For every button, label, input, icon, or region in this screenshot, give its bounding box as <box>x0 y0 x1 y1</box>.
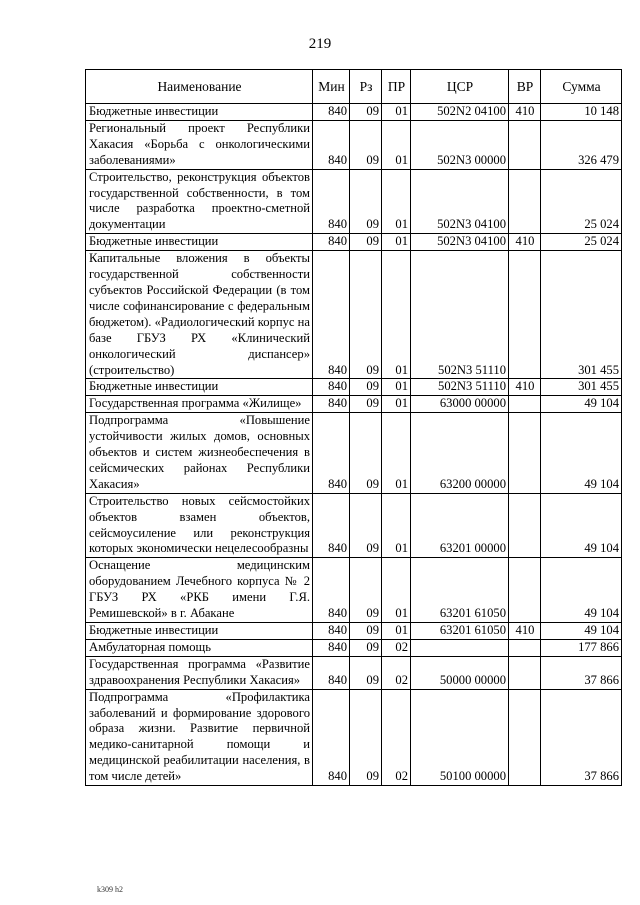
row-rz: 09 <box>350 396 382 413</box>
row-sum: 49 104 <box>541 396 622 413</box>
row-pr: 01 <box>382 413 411 494</box>
header-vr: ВР <box>509 70 541 104</box>
row-vr <box>509 689 541 785</box>
row-min: 840 <box>313 234 350 251</box>
row-csr: 502N3 51110 <box>411 251 509 379</box>
table-row <box>86 396 622 413</box>
row-csr: 63201 61050 <box>411 558 509 623</box>
row-name: Государственная программа «Жилище» <box>86 396 313 413</box>
row-vr <box>509 251 541 379</box>
row-min: 840 <box>313 396 350 413</box>
row-csr <box>411 639 509 656</box>
header-sum: Сумма <box>541 70 622 104</box>
row-rz: 09 <box>350 169 382 234</box>
row-pr: 02 <box>382 639 411 656</box>
row-pr: 01 <box>382 120 411 169</box>
row-name: Бюджетные инвестиции <box>86 379 313 396</box>
table-row <box>86 493 622 558</box>
row-name: Региональный проект Республики Хакасия «Борьба с онкологическими заболеваниями» <box>86 120 313 169</box>
header-min: Мин <box>313 70 350 104</box>
row-sum: 49 104 <box>541 623 622 640</box>
footer-code: k309 h2 <box>97 885 123 894</box>
row-pr: 01 <box>382 234 411 251</box>
row-rz: 09 <box>350 558 382 623</box>
table-row <box>86 413 622 494</box>
row-csr: 502N3 00000 <box>411 120 509 169</box>
row-sum: 37 866 <box>541 656 622 689</box>
row-vr <box>509 396 541 413</box>
header-name: Наименование <box>86 70 313 104</box>
header-row <box>86 70 622 104</box>
table-row <box>86 558 622 623</box>
row-pr: 02 <box>382 656 411 689</box>
row-csr: 502N3 04100 <box>411 169 509 234</box>
row-min: 840 <box>313 379 350 396</box>
row-name: Строительство новых сейсмостойких объектов взамен объектов, сейсмоусиление или реконструкция которых экономически нецелесообразны <box>86 493 313 558</box>
row-name: Бюджетные инвестиции <box>86 234 313 251</box>
row-rz: 09 <box>350 234 382 251</box>
header-pr: ПР <box>382 70 411 104</box>
row-name: Подпрограмма «Профилактика заболеваний и формирование здорового образа жизни. Развитие первичной медико-санитарной помощи и медицинской реабилитации населения, в том числе детей» <box>86 689 313 785</box>
row-rz: 09 <box>350 689 382 785</box>
row-name: Бюджетные инвестиции <box>86 104 313 121</box>
row-vr <box>509 493 541 558</box>
row-sum: 49 104 <box>541 558 622 623</box>
row-rz: 09 <box>350 493 382 558</box>
row-pr: 01 <box>382 251 411 379</box>
row-csr: 502N2 04100 <box>411 104 509 121</box>
row-pr: 01 <box>382 493 411 558</box>
table-row <box>86 251 622 379</box>
table-row <box>86 169 622 234</box>
row-rz: 09 <box>350 623 382 640</box>
table-row <box>86 104 622 121</box>
row-name: Оснащение медицинским оборудованием Лечебного корпуса № 2 ГБУЗ РХ «РКБ имени Г.Я. Ремишевской» в г. Абакане <box>86 558 313 623</box>
table-row <box>86 623 622 640</box>
header-csr: ЦСР <box>411 70 509 104</box>
row-sum: 177 866 <box>541 639 622 656</box>
row-vr <box>509 413 541 494</box>
row-name: Строительство, реконструкция объектов государственной собственности, в том числе разработка проектно-сметной документации <box>86 169 313 234</box>
row-pr: 01 <box>382 379 411 396</box>
row-min: 840 <box>313 623 350 640</box>
row-csr: 63200 00000 <box>411 413 509 494</box>
row-rz: 09 <box>350 104 382 121</box>
row-vr: 410 <box>509 234 541 251</box>
row-pr: 02 <box>382 689 411 785</box>
row-pr: 01 <box>382 623 411 640</box>
row-sum: 37 866 <box>541 689 622 785</box>
row-rz: 09 <box>350 120 382 169</box>
page-number: 219 <box>308 36 332 52</box>
header-rz: Рз <box>350 70 382 104</box>
row-vr <box>509 169 541 234</box>
row-vr: 410 <box>509 379 541 396</box>
row-vr <box>509 639 541 656</box>
row-sum: 49 104 <box>541 493 622 558</box>
row-csr: 502N3 51110 <box>411 379 509 396</box>
row-rz: 09 <box>350 639 382 656</box>
table-header <box>86 70 622 104</box>
row-min: 840 <box>313 689 350 785</box>
row-min: 840 <box>313 639 350 656</box>
row-vr: 410 <box>509 104 541 121</box>
row-name: Подпрограмма «Повышение устойчивости жилых домов, основных объектов и систем жизнеобеспечения в сейсмических районах Республики Хакасия» <box>86 413 313 494</box>
budget-table <box>85 69 622 786</box>
row-vr: 410 <box>509 623 541 640</box>
row-rz: 09 <box>350 251 382 379</box>
row-name: Капитальные вложения в объекты государственной собственности субъектов Российской Федерации (в том числе софинансирование с федеральным бюджетом). «Радиологический корпус на базе ГБУЗ РХ «Клинический онкологический диспансер» (строительство) <box>86 251 313 379</box>
row-csr: 63201 00000 <box>411 493 509 558</box>
table-row <box>86 379 622 396</box>
row-sum: 301 455 <box>541 379 622 396</box>
row-sum: 326 479 <box>541 120 622 169</box>
row-rz: 09 <box>350 413 382 494</box>
row-pr: 01 <box>382 169 411 234</box>
row-pr: 01 <box>382 396 411 413</box>
row-min: 840 <box>313 120 350 169</box>
row-csr: 63000 00000 <box>411 396 509 413</box>
row-min: 840 <box>313 493 350 558</box>
row-min: 840 <box>313 413 350 494</box>
row-min: 840 <box>313 104 350 121</box>
table-row <box>86 639 622 656</box>
row-name: Бюджетные инвестиции <box>86 623 313 640</box>
row-min: 840 <box>313 656 350 689</box>
row-vr <box>509 558 541 623</box>
row-csr: 50000 00000 <box>411 656 509 689</box>
row-min: 840 <box>313 558 350 623</box>
row-sum: 49 104 <box>541 413 622 494</box>
row-pr: 01 <box>382 104 411 121</box>
row-name: Амбулаторная помощь <box>86 639 313 656</box>
row-vr <box>509 120 541 169</box>
row-sum: 25 024 <box>541 169 622 234</box>
table-body <box>86 104 622 786</box>
table-row <box>86 120 622 169</box>
row-sum: 10 148 <box>541 104 622 121</box>
row-name: Государственная программа «Развитие здравоохранения Республики Хакасия» <box>86 656 313 689</box>
table-row <box>86 234 622 251</box>
table-row <box>86 689 622 785</box>
row-csr: 63201 61050 <box>411 623 509 640</box>
row-min: 840 <box>313 251 350 379</box>
row-min: 840 <box>313 169 350 234</box>
table-row <box>86 656 622 689</box>
row-vr <box>509 656 541 689</box>
row-rz: 09 <box>350 656 382 689</box>
row-csr: 50100 00000 <box>411 689 509 785</box>
row-sum: 25 024 <box>541 234 622 251</box>
row-csr: 502N3 04100 <box>411 234 509 251</box>
row-sum: 301 455 <box>541 251 622 379</box>
row-pr: 01 <box>382 558 411 623</box>
row-rz: 09 <box>350 379 382 396</box>
